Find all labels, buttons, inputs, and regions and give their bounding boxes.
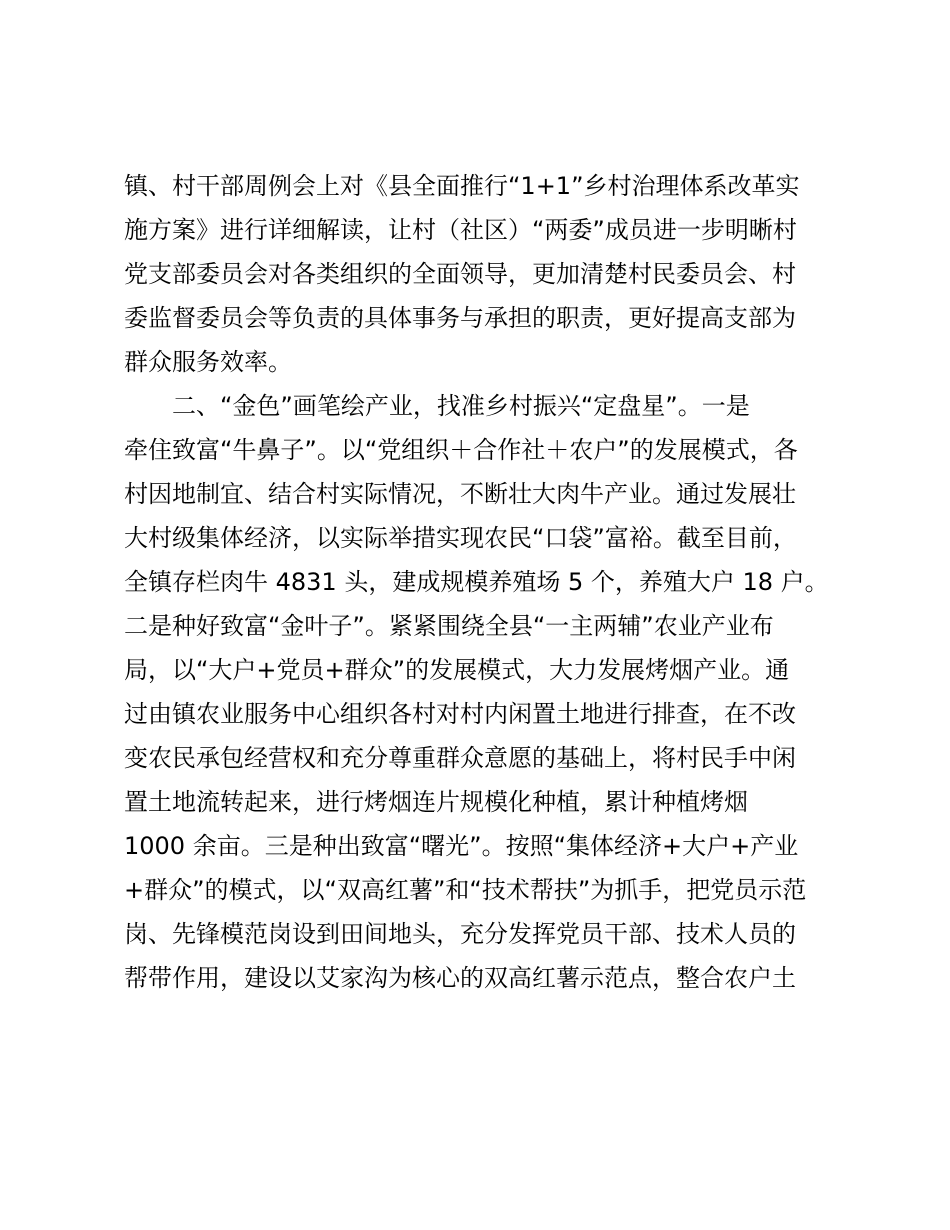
text-line: 大村级集体经济，以实际举措实现农民“口袋”富裕。截至目前， — [124, 524, 797, 552]
text-line: 二是种好致富“金叶子”。紧紧围绕全县“一主两辅”农业产业布 — [124, 612, 774, 640]
text-line: 帮带作用，建设以艾家沟为核心的双高红薯示范点，整合农户土 — [124, 964, 796, 992]
text-line: 岗、先锋模范岗设到田间地头，充分发挥党员干部、技术人员的 — [124, 920, 796, 948]
text-line: 委监督委员会等负责的具体事务与承担的职责，更好提高支部为 — [124, 304, 796, 332]
text-line: 施方案》进行详细解读，让村（社区）“两委”成员进一步明晰村 — [124, 216, 797, 244]
text-line: 置土地流转起来，进行烤烟连片规模化种植，累计种植烤烟 — [124, 788, 748, 816]
text-line: 群众服务效率。 — [124, 348, 292, 376]
text-line: +群众”的模式，以“双高红薯”和“技术帮扶”为抓手，把党员示范 — [124, 876, 807, 904]
text-line: 过由镇农业服务中心组织各村对村内闲置土地进行排查，在不改 — [124, 700, 796, 728]
text-line: 变农民承包经营权和充分尊重群众意愿的基础上，将村民手中闲 — [124, 744, 796, 772]
text-line: 1000 余亩。三是种出致富“曙光”。按照“集体经济+大户+产业 — [124, 832, 799, 860]
section-heading-line: 二、“金色”画笔绘产业，找准乡村振兴“定盘星”。一是 — [172, 392, 750, 420]
text-line: 镇、村干部周例会上对《县全面推行“1+1”乡村治理体系改革实 — [124, 172, 800, 200]
text-line: 村因地制宜、结合村实际情况，不断壮大肉牛产业。通过发展壮 — [124, 480, 796, 508]
text-line: 党支部委员会对各类组织的全面领导，更加清楚村民委员会、村 — [124, 260, 796, 288]
text-line: 局，以“大户+党员+群众”的发展模式，大力发展烤烟产业。通 — [124, 656, 790, 684]
text-line: 全镇存栏肉牛 4831 头，建成规模养殖场 5 个，养殖大户 18 户。 — [124, 568, 829, 596]
text-line: 牵住致富“牛鼻子”。以“党组织＋合作社＋农户”的发展模式，各 — [124, 436, 798, 464]
